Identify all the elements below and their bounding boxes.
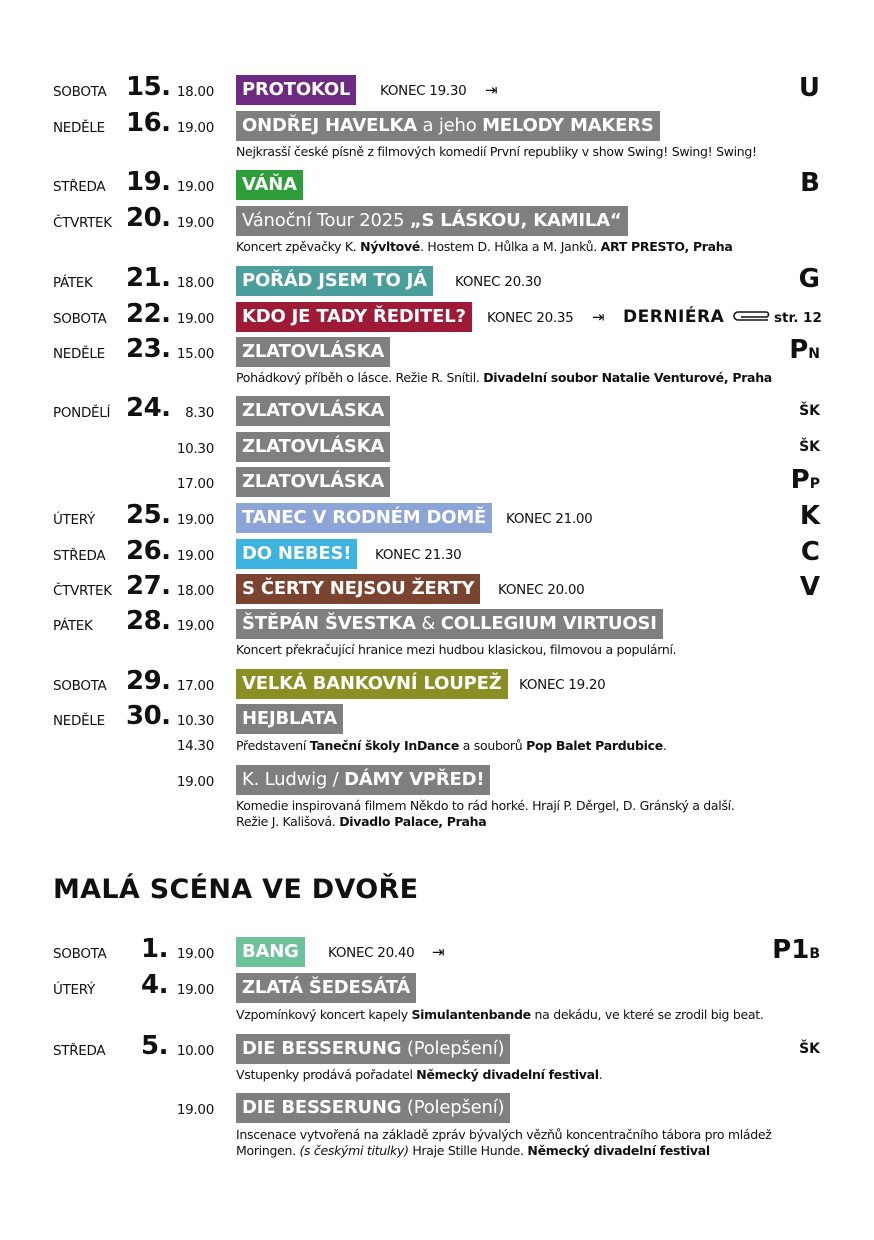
- weekday: SOBOTA: [53, 678, 107, 694]
- start-time: 19.00: [176, 215, 214, 231]
- end-time: KONEC 19.30: [380, 83, 467, 99]
- desc-part: (s českými titulky): [299, 1143, 409, 1158]
- desc-part: Německý divadelní festival: [527, 1143, 710, 1158]
- date-number: 22.: [126, 299, 171, 329]
- title-part: DIE BESSERUNG: [242, 1038, 402, 1059]
- title-part: K. Ludwig /: [242, 769, 345, 790]
- title-part: COLLEGIUM VIRTUOSI: [440, 613, 657, 634]
- weekday: ČTVRTEK: [53, 583, 112, 599]
- paperclip-icon: [732, 311, 770, 323]
- weekday: NEDĚLE: [53, 120, 105, 136]
- event-title[interactable]: ZLATOVLÁSKA: [236, 432, 390, 462]
- event-title[interactable]: TANEC V RODNÉM DOMĚ: [236, 503, 492, 533]
- desc-part: Režie J. Kališová.: [236, 814, 340, 829]
- title-part: „S LÁSKOU, KAMILA“: [409, 210, 622, 231]
- event-row: [0, 108, 874, 141]
- event-row: [0, 432, 874, 462]
- date-number: 27.: [126, 571, 171, 601]
- event-row: [0, 934, 874, 967]
- code-main: P1: [772, 935, 810, 965]
- event-title[interactable]: ZLATÁ ŠEDESÁTÁ: [236, 973, 416, 1003]
- desc-part: Divadelní soubor Natalie Venturové, Praha: [483, 370, 772, 385]
- date-number: 1.: [141, 934, 168, 964]
- subscription-code: [789, 335, 820, 365]
- event-description: Nejkrasší české písně z filmových komedií První republiky v show Swing! Swing! Swing!: [236, 144, 757, 159]
- event-row: [0, 203, 874, 236]
- desc-part: Pohádkový příběh o lásce. Režie R. Snítil.: [236, 370, 484, 385]
- weekday: NEDĚLE: [53, 713, 105, 729]
- event-row: [0, 467, 874, 497]
- page-reference[interactable]: str. 12: [774, 310, 822, 326]
- date-number: 20.: [126, 203, 171, 233]
- desc-part: Moringen.: [236, 1143, 300, 1158]
- start-time: 18.00: [176, 84, 214, 100]
- end-time: KONEC 20.00: [498, 582, 585, 598]
- code-main: P: [790, 465, 810, 495]
- event-description: [236, 1143, 710, 1159]
- event-row: [0, 536, 874, 569]
- start-time: 15.00: [176, 346, 214, 362]
- start-time: 19.00: [176, 946, 214, 962]
- weekday: STŘEDA: [53, 1043, 106, 1059]
- start-time: 19.00: [176, 512, 214, 528]
- event-row: [0, 731, 874, 754]
- title-part: DIE BESSERUNG: [242, 1097, 402, 1118]
- weekday: PÁTEK: [53, 618, 93, 634]
- event-row: [0, 1093, 874, 1123]
- subscription-code: ŠK: [799, 1041, 820, 1057]
- event-title[interactable]: [236, 765, 490, 795]
- event-row: [0, 72, 874, 105]
- subscription-code: C: [800, 537, 820, 567]
- title-part: ŠTĚPÁN ŠVESTKA: [242, 613, 416, 634]
- start-time: 8.30: [185, 405, 214, 421]
- subscription-code: ŠK: [799, 439, 820, 455]
- desc-part: Vstupenky prodává pořadatel: [236, 1067, 417, 1082]
- event-title[interactable]: [236, 1034, 510, 1064]
- title-part: DÁMY VPŘED!: [344, 769, 485, 790]
- event-title[interactable]: [236, 609, 663, 639]
- date-number: 30.: [126, 701, 171, 731]
- weekday: NEDĚLE: [53, 346, 105, 362]
- weekday: ČTVRTEK: [53, 215, 112, 231]
- event-row: [0, 970, 874, 1003]
- event-title[interactable]: ZLATOVLÁSKA: [236, 337, 390, 367]
- event-title[interactable]: HEJBLATA: [236, 704, 343, 734]
- event-row: [0, 1031, 874, 1064]
- start-time: 17.00: [176, 476, 214, 492]
- event-description: [236, 1067, 602, 1083]
- start-time: 19.00: [176, 120, 214, 136]
- end-arrow-icon: ⇥: [432, 943, 445, 961]
- desc-part: Nývltové: [360, 239, 420, 254]
- date-number: 5.: [141, 1031, 168, 1061]
- start-time: 10.00: [176, 1043, 214, 1059]
- event-row: [0, 571, 874, 604]
- title-part: (Polepšení): [401, 1038, 505, 1059]
- event-row: [0, 334, 874, 367]
- desc-part: Německý divadelní festival: [416, 1067, 599, 1082]
- subscription-code: V: [799, 572, 820, 602]
- event-description: Inscenace vytvořená na základě zpráv bývalých vězňů koncentračního tábora pro mládež: [236, 1127, 772, 1142]
- start-time: 19.00: [176, 311, 214, 327]
- end-arrow-icon: ⇥: [592, 308, 605, 326]
- date-number: 28.: [126, 606, 171, 636]
- subscription-code: U: [798, 73, 820, 103]
- start-time: 17.00: [176, 678, 214, 694]
- date-number: 16.: [126, 108, 171, 138]
- event-description: [236, 814, 486, 830]
- end-arrow-icon: ⇥: [485, 81, 498, 99]
- section-heading: MALÁ SCÉNA VE DVOŘE: [53, 874, 419, 905]
- start-time: 18.00: [176, 275, 214, 291]
- date-number: 15.: [126, 72, 171, 102]
- title-part: &: [415, 613, 441, 634]
- start-time: 19.00: [176, 982, 214, 998]
- event-description: Koncert překračující hranice mezi hudbou klasickou, filmovou a populární.: [236, 642, 677, 657]
- event-description: Komedie inspirovaná filmem Někdo to rád horké. Hrají P. Děrgel, D. Gránský a další.: [236, 798, 735, 813]
- desc-part: .: [598, 1067, 603, 1082]
- end-time: KONEC 21.30: [375, 547, 462, 563]
- event-title[interactable]: KDO JE TADY ŘEDITEL?: [236, 302, 472, 332]
- date-number: 19.: [126, 167, 171, 197]
- event-title[interactable]: VÁŇA: [236, 170, 303, 200]
- event-row: [0, 299, 874, 332]
- event-row: [0, 701, 874, 734]
- start-time: 10.30: [176, 713, 214, 729]
- start-time: 10.30: [176, 441, 214, 457]
- event-row: [0, 263, 874, 296]
- weekday: STŘEDA: [53, 179, 106, 195]
- weekday: SOBOTA: [53, 311, 107, 327]
- end-time: KONEC 20.30: [455, 274, 542, 290]
- weekday: ÚTERÝ: [53, 982, 95, 998]
- code-sub: B: [809, 946, 820, 962]
- weekday: SOBOTA: [53, 946, 107, 962]
- event-title[interactable]: [236, 111, 660, 141]
- event-description: [236, 1007, 764, 1023]
- event-row: [0, 167, 874, 200]
- start-time: 19.00: [176, 774, 214, 790]
- event-title[interactable]: VELKÁ BANKOVNÍ LOUPEŽ: [236, 669, 508, 699]
- desc-part: Hraje Stille Hunde.: [408, 1143, 528, 1158]
- title-part: a jeho: [416, 115, 483, 136]
- start-time: 19.00: [176, 1102, 214, 1118]
- start-time: 19.00: [176, 618, 214, 634]
- desc-part: Koncert zpěvačky K.: [236, 239, 361, 254]
- weekday: ÚTERÝ: [53, 512, 95, 528]
- subscription-code: [772, 935, 820, 965]
- date-number: 21.: [126, 263, 171, 293]
- desc-part: Pop Balet Pardubice: [526, 738, 663, 753]
- event-row: [0, 666, 874, 699]
- event-title[interactable]: ZLATOVLÁSKA: [236, 467, 390, 497]
- desc-part: na dekádu, ve které se zrodil big beat.: [530, 1007, 764, 1022]
- subscription-code: G: [798, 264, 820, 294]
- subscription-code: K: [799, 501, 820, 531]
- date-number: 25.: [126, 500, 171, 530]
- start-time: 18.00: [176, 583, 214, 599]
- subscription-code: B: [800, 168, 820, 198]
- desc-part: Vzpomínkový koncert kapely: [236, 1007, 412, 1022]
- code-sub: P: [809, 476, 820, 492]
- title-part: Vánoční Tour 2025: [242, 210, 410, 231]
- date-number: 23.: [126, 334, 171, 364]
- weekday: PONDĚLÍ: [53, 405, 111, 421]
- end-time: KONEC 21.00: [506, 511, 593, 527]
- desc-part: Simulantenbande: [411, 1007, 531, 1022]
- event-title[interactable]: POŘÁD JSEM TO JÁ: [236, 266, 433, 296]
- weekday: SOBOTA: [53, 84, 107, 100]
- event-description: [236, 738, 667, 754]
- desc-part: a souborů: [459, 738, 527, 753]
- title-part: MELODY MAKERS: [482, 115, 654, 136]
- title-part: ONDŘEJ HAVELKA: [242, 115, 417, 136]
- event-title[interactable]: DO NEBES!: [236, 539, 357, 569]
- desc-part: Představení: [236, 738, 310, 753]
- event-title[interactable]: ZLATOVLÁSKA: [236, 396, 390, 426]
- end-time: KONEC 19.20: [519, 677, 606, 693]
- end-time: KONEC 20.40: [328, 945, 415, 961]
- desc-part: Divadlo Palace, Praha: [339, 814, 487, 829]
- derniere-label: DERNIÉRA: [623, 307, 725, 327]
- title-part: (Polepšení): [401, 1097, 505, 1118]
- event-row: [0, 393, 874, 426]
- event-title[interactable]: [236, 1093, 510, 1123]
- subscription-code: [791, 465, 820, 495]
- event-row: [0, 500, 874, 533]
- desc-part: . Hostem D. Hůlka a M. Janků.: [420, 239, 601, 254]
- end-time: KONEC 20.35: [487, 310, 574, 326]
- code-sub: N: [808, 346, 820, 362]
- event-description: [236, 370, 772, 386]
- date-number: 26.: [126, 536, 171, 566]
- start-time: 19.00: [176, 179, 214, 195]
- event-title[interactable]: S ČERTY NEJSOU ŽERTY: [236, 574, 480, 604]
- weekday: STŘEDA: [53, 548, 106, 564]
- start-time: 14.30: [176, 738, 214, 754]
- date-number: 4.: [141, 970, 168, 1000]
- event-row: [0, 606, 874, 639]
- event-row: [0, 765, 874, 795]
- event-description: [236, 239, 733, 255]
- start-time: 19.00: [176, 548, 214, 564]
- weekday: PÁTEK: [53, 275, 93, 291]
- event-title[interactable]: BANG: [236, 937, 305, 967]
- desc-part: .: [662, 738, 667, 753]
- code-main: P: [789, 335, 809, 365]
- date-number: 24.: [126, 393, 171, 423]
- desc-part: Taneční školy InDance: [309, 738, 460, 753]
- subscription-code: ŠK: [799, 403, 820, 419]
- event-title[interactable]: PROTOKOL: [236, 75, 356, 105]
- event-title[interactable]: [236, 206, 628, 236]
- desc-part: ART PRESTO, Praha: [600, 239, 733, 254]
- date-number: 29.: [126, 666, 171, 696]
